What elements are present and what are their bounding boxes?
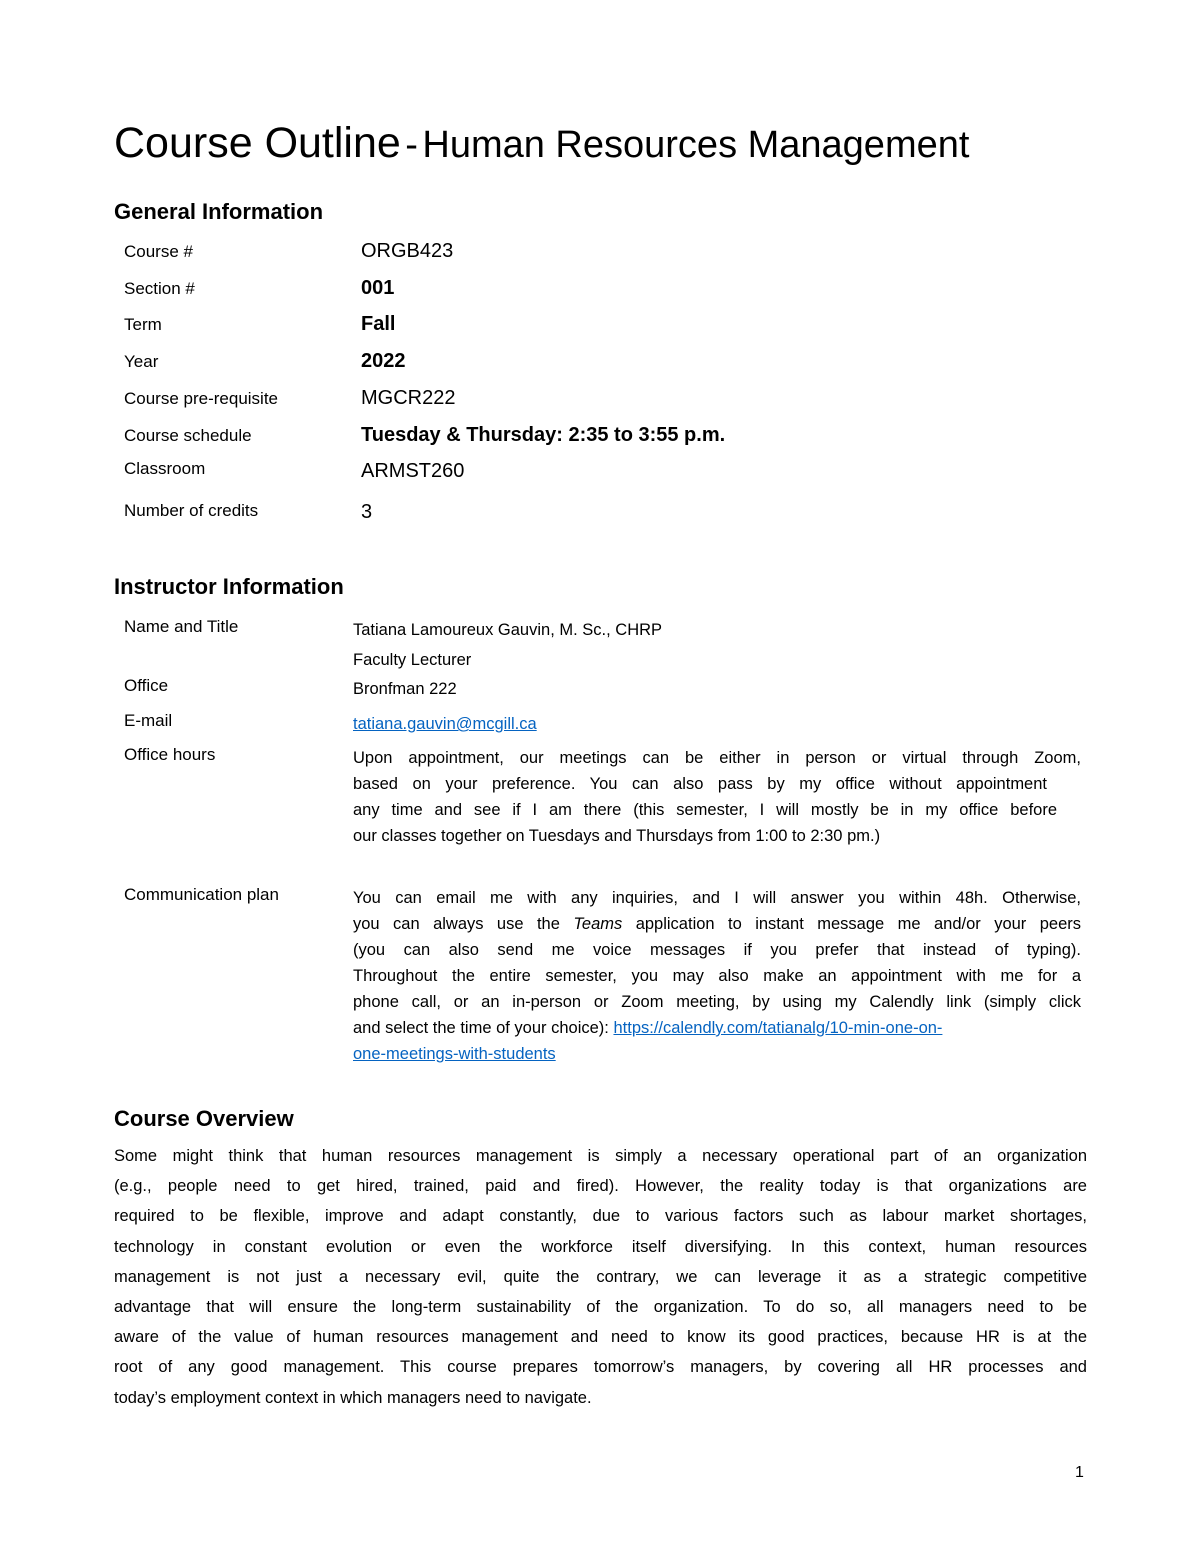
general-value: ORGB423 xyxy=(361,240,454,262)
course-overview-heading: Course Overview xyxy=(114,1106,294,1131)
instructor-label: Office xyxy=(124,676,169,695)
instructor-information-heading: Instructor Information xyxy=(114,574,344,599)
overview-line: required to be flexible, improve and adapt constantly, due to various factors such as labour market shortages, xyxy=(114,1207,1087,1226)
general-row-prerequisite xyxy=(0,387,1200,415)
page-number: 1 xyxy=(1075,1464,1084,1481)
office-hours-line: our classes together on Tuesdays and Thursdays from 1:00 to 2:30 pm.) xyxy=(353,827,881,845)
comm-line: you can always use the Teams application to instant message me and/or your peers xyxy=(353,915,1082,933)
title-subtitle: Human Resources Management xyxy=(422,124,970,166)
general-label: Term xyxy=(124,315,162,334)
general-value: Tuesday & Thursday: 2:35 to 3:55 p.m. xyxy=(361,424,726,446)
general-row-schedule xyxy=(0,424,1200,452)
general-value: 2022 xyxy=(361,350,406,372)
instructor-label: E-mail xyxy=(124,711,173,730)
general-value: Fall xyxy=(361,313,396,335)
general-information-heading: General Information xyxy=(114,199,324,224)
office-hours-line: any time and see if I am there (this semester, I will mostly be in my office before xyxy=(353,801,1057,819)
instructor-label: Communication plan xyxy=(124,885,279,904)
instructor-name: Tatiana Lamoureux Gauvin, M. Sc., CHRP xyxy=(353,621,663,639)
general-label: Course schedule xyxy=(124,426,252,445)
comm-line xyxy=(353,1041,1081,1067)
general-label: Course # xyxy=(124,242,193,261)
instructor-label: Name and Title xyxy=(124,617,239,636)
office-location: Bronfman 222 xyxy=(353,680,457,698)
communication-plan-text xyxy=(353,885,1081,1067)
general-row-credits xyxy=(0,501,1200,529)
comm-line: (you can also send me voice messages if you prefer that instead of typing). xyxy=(353,941,1081,959)
course-overview-paragraph xyxy=(114,1141,1087,1413)
general-value: 3 xyxy=(361,501,373,523)
office-hours-line: based on your preference. You can also pass by my office without appointment xyxy=(353,775,1047,793)
overview-line: today’s employment context in which managers need to navigate. xyxy=(114,1388,592,1407)
teams-app-name: Teams xyxy=(573,915,623,933)
general-value: 001 xyxy=(361,277,395,299)
instructor-label: Office hours xyxy=(124,745,216,764)
overview-line: advantage that will ensure the long-term sustainability of the organization. To do so, all managers need to be xyxy=(114,1298,1087,1317)
general-row-section xyxy=(0,277,1200,305)
overview-line: (e.g., people need to get hired, trained, paid and fired). However, the reality today is that organizations are xyxy=(114,1177,1087,1196)
general-row-course xyxy=(0,240,1200,268)
comm-line: and select the time of your choice): https://calendly.com/tatianalg/10-min-one-on- xyxy=(353,1019,943,1037)
general-row-year xyxy=(0,350,1200,378)
overview-line: technology in constant evolution or even the workforce itself diversifying. In this context, human resources xyxy=(114,1237,1087,1256)
email-link[interactable]: tatiana.gauvin@mcgill.ca xyxy=(353,715,537,733)
general-label: Course pre-requisite xyxy=(124,389,279,408)
overview-line: root of any good management. This course prepares tomorrow’s managers, by covering all HR processes and xyxy=(114,1358,1087,1377)
instructor-title: Faculty Lecturer xyxy=(353,651,472,669)
office-hours-line: Upon appointment, our meetings can be either in person or virtual through Zoom, xyxy=(353,749,1081,767)
calendly-link[interactable]: https://calendly.com/tatianalg/10-min-one-on- xyxy=(613,1019,943,1037)
overview-line: Some might think that human resources management is simply a necessary operational part of an organization xyxy=(114,1147,1087,1165)
comm-line: Throughout the entire semester, you may also make an appointment with me for a xyxy=(353,967,1081,985)
instructor-email-value xyxy=(353,711,1081,737)
general-row-classroom xyxy=(0,459,1200,487)
general-label: Year xyxy=(124,352,159,371)
comm-line: phone call, or an in-person or Zoom meeting, by using my Calendly link (simply click xyxy=(353,993,1081,1011)
overview-line: aware of the value of human resources management and need to know its good practices, because HR is at the xyxy=(114,1328,1087,1347)
overview-line: management is not just a necessary evil, quite the contrary, we can leverage it as a strategic competitive xyxy=(114,1267,1087,1286)
office-hours-text xyxy=(353,745,1081,849)
instructor-name-value xyxy=(353,617,1081,673)
comm-line: You can email me with any inquiries, and I will answer you within 48h. Otherwise, xyxy=(353,889,1081,907)
general-value: MGCR222 xyxy=(361,387,456,409)
title-separator: - xyxy=(405,124,418,166)
title-main: Course Outline xyxy=(114,119,401,167)
general-label: Section # xyxy=(124,279,195,298)
general-value: ARMST260 xyxy=(361,460,465,482)
calendly-link-continued[interactable]: one-meetings-with-students xyxy=(353,1045,556,1063)
general-label: Classroom xyxy=(124,459,206,478)
page-title xyxy=(114,119,970,167)
general-row-term xyxy=(0,313,1200,341)
general-label: Number of credits xyxy=(124,501,259,520)
instructor-office-value xyxy=(353,676,1081,702)
